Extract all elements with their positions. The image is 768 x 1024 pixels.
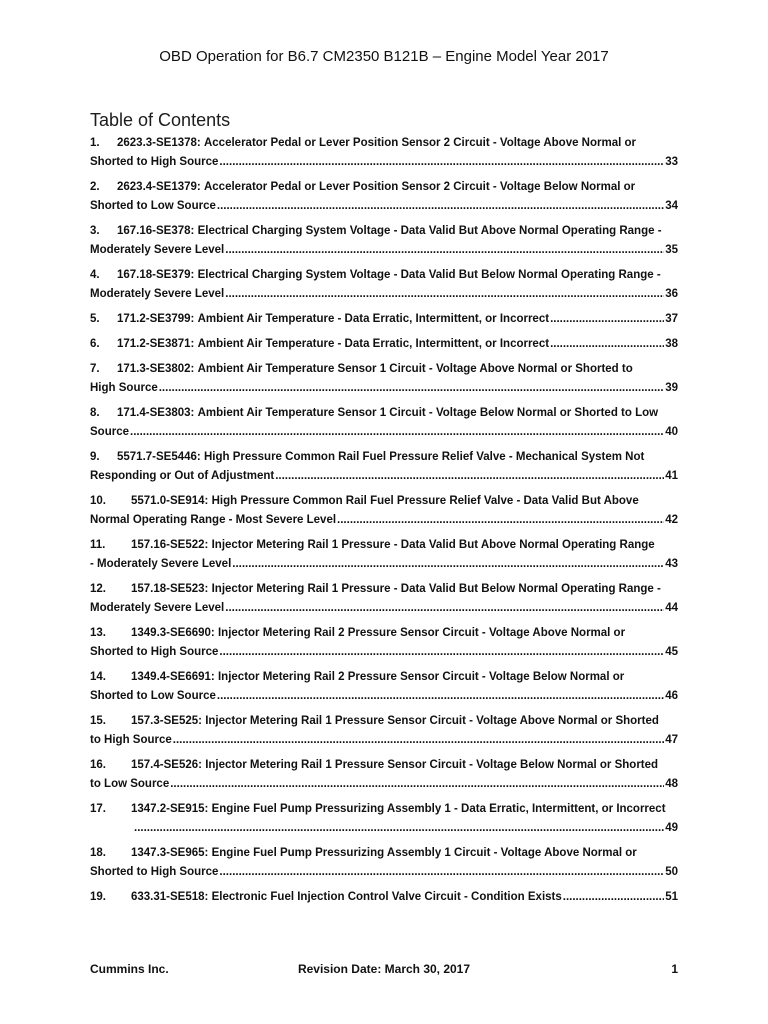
toc-entry-title: Ambient Air Temperature - Data Erratic, Intermittent, or Incorrect: [197, 312, 550, 325]
toc-entry-line: [90, 153, 678, 172]
dot-leader: [134, 819, 664, 838]
toc-entry-code: 157.18-SE523:: [131, 582, 209, 595]
toc-entry-page: 46: [665, 689, 678, 702]
toc-entry-line: [90, 423, 678, 442]
toc-entry-10[interactable]: [90, 492, 678, 530]
toc-entry-line: [90, 756, 678, 775]
toc-entry-code: 171.2-SE3799:: [117, 312, 195, 325]
toc-entry-title-continued: Moderately Severe Level: [90, 287, 225, 300]
dot-leader: [219, 153, 664, 172]
toc-entry-title: Engine Fuel Pump Pressurizing Assembly 1 Circuit - Voltage Above Normal or: [211, 846, 637, 859]
toc-entry-code: 171.2-SE3871:: [117, 337, 195, 350]
toc-entry-number: 16.: [90, 758, 106, 771]
dot-leader: [130, 423, 664, 442]
toc-entry-title-continued: to Low Source: [90, 777, 170, 790]
toc-entry-number: 12.: [90, 582, 106, 595]
toc-entry-9[interactable]: [90, 448, 678, 486]
toc-entry-line: [90, 888, 678, 907]
toc-entry-title: Accelerator Pedal or Lever Position Sensor 2 Circuit - Voltage Below Normal or: [203, 180, 636, 193]
toc-entry-number: 18.: [90, 846, 106, 859]
toc-entry-page: 34: [665, 199, 678, 212]
toc-entry-number: 6.: [90, 337, 100, 350]
toc-heading: Table of Contents: [90, 110, 231, 130]
toc-entry-title: Injector Metering Rail 1 Pressure - Data Valid But Above Normal Operating Range: [211, 538, 655, 551]
dot-leader: [275, 467, 664, 486]
toc-entry-18[interactable]: [90, 844, 678, 882]
toc-entry-number: 4.: [90, 268, 100, 281]
toc-entry-title: High Pressure Common Rail Fuel Pressure Relief Valve - Data Valid But Above: [211, 494, 639, 507]
toc-entry-line: [90, 624, 678, 643]
dot-leader: [173, 731, 664, 750]
dot-leader: [225, 285, 664, 304]
dot-leader: [219, 863, 664, 882]
toc-entry-title-continued: Shorted to High Source: [90, 155, 219, 168]
toc-entry-code: 2623.3-SE1378:: [117, 136, 201, 149]
toc-entry-line: [90, 712, 678, 731]
footer-revision-date: Revision Date: March 30, 2017: [297, 962, 471, 976]
toc-entry-line: [90, 448, 678, 467]
toc-entry-line: [90, 511, 678, 530]
toc-entry-title-continued: Shorted to High Source: [90, 865, 219, 878]
toc-entry-code: 1347.3-SE965:: [131, 846, 209, 859]
toc-entry-code: 5571.7-SE5446:: [117, 450, 201, 463]
toc-entry-title: Ambient Air Temperature Sensor 1 Circuit - Voltage Below Normal or Shorted to Low: [197, 406, 659, 419]
toc-entry-line: [90, 360, 678, 379]
toc-entry-line: [90, 844, 678, 863]
toc-entry-code: 633.31-SE518:: [131, 890, 209, 903]
toc-entry-number: 17.: [90, 802, 106, 815]
toc-entry-title: Injector Metering Rail 1 Pressure - Data Valid But Below Normal Operating Range -: [211, 582, 661, 595]
toc-entry-number: 2.: [90, 180, 100, 193]
toc-entry-code: 1349.4-SE6691:: [131, 670, 215, 683]
toc-entry-title: Electrical Charging System Voltage - Data Valid But Above Normal Operating Range -: [197, 224, 662, 237]
toc-entry-number: 14.: [90, 670, 106, 683]
toc-entry-16[interactable]: [90, 756, 678, 794]
toc-entry-line: [90, 197, 678, 216]
toc-entry-code: 167.18-SE379:: [117, 268, 195, 281]
toc-entry-page: 45: [665, 645, 678, 658]
toc-entry-code: 1349.3-SE6690:: [131, 626, 215, 639]
toc-entry-line: [90, 134, 678, 153]
toc-entry-line: [90, 800, 678, 819]
toc-entry-12[interactable]: [90, 580, 678, 618]
toc-entry-number: 10.: [90, 494, 106, 507]
toc-entry-line: [90, 241, 678, 260]
toc-entry-line: [90, 178, 678, 197]
dot-leader: [219, 643, 664, 662]
toc-entry-line: [90, 492, 678, 511]
toc-entry-title: Accelerator Pedal or Lever Position Sensor 2 Circuit - Voltage Above Normal or: [203, 136, 636, 149]
toc-entry-page: 42: [665, 513, 678, 526]
toc-entry-line: [90, 775, 678, 794]
toc-entry-2[interactable]: [90, 178, 678, 216]
toc-entry-13[interactable]: [90, 624, 678, 662]
toc-entry-line: [90, 668, 678, 687]
toc-entry-title: Injector Metering Rail 1 Pressure Sensor Circuit - Voltage Above Normal or Shorted: [205, 714, 659, 727]
toc-entry-14[interactable]: [90, 668, 678, 706]
toc-entry-page: 33: [665, 155, 678, 168]
toc-entry-page: 36: [665, 287, 678, 300]
toc-entry-line: [90, 731, 678, 750]
toc-entry-line: [90, 266, 678, 285]
toc-entry-number: 19.: [90, 890, 106, 903]
toc-entry-page: 40: [665, 425, 678, 438]
toc-entry-15[interactable]: [90, 712, 678, 750]
toc-entry-page: 41: [665, 469, 678, 482]
toc-entry-6[interactable]: [90, 335, 678, 354]
toc-entry-title: Electrical Charging System Voltage - Data Valid But Below Normal Operating Range -: [197, 268, 661, 281]
toc-entry-page: 47: [665, 733, 678, 746]
toc-entry-line: [90, 643, 678, 662]
dot-leader: [337, 511, 664, 530]
toc-entry-line: [90, 467, 678, 486]
page-footer: [0, 961, 768, 977]
toc-entry-7[interactable]: [90, 360, 678, 398]
toc-entry-page: 51: [665, 890, 678, 903]
toc-entry-line: [90, 404, 678, 423]
toc-entry-line: [90, 335, 678, 354]
toc-entry-11[interactable]: [90, 536, 678, 574]
toc-entry-title-continued: High Source: [90, 381, 158, 394]
toc-entry-code: 167.16-SE378:: [117, 224, 195, 237]
toc-entry-page: 50: [665, 865, 678, 878]
toc-entry-page: 48: [665, 777, 678, 790]
toc-entry-title: Electronic Fuel Injection Control Valve Circuit - Condition Exists: [211, 890, 562, 903]
toc-entry-19[interactable]: [90, 888, 678, 907]
toc-entry-number: 7.: [90, 362, 100, 375]
toc-entry-title-continued: Moderately Severe Level: [90, 601, 225, 614]
toc-entry-line: [90, 379, 678, 398]
toc-entry-3[interactable]: [90, 222, 678, 260]
toc-entry-page: 43: [665, 557, 678, 570]
toc-entry-number: 9.: [90, 450, 100, 463]
toc-entry-title-continued: - Moderately Severe Level: [90, 557, 232, 570]
toc-entry-5[interactable]: [90, 310, 678, 329]
toc-entry-title: Ambient Air Temperature Sensor 1 Circuit - Voltage Above Normal or Shorted to: [197, 362, 633, 375]
toc-entry-code: 171.3-SE3802:: [117, 362, 195, 375]
dot-leader: [170, 775, 664, 794]
toc-entry-title-continued: to High Source: [90, 733, 172, 746]
toc-entry-line: [90, 580, 678, 599]
toc-entry-title-continued: Normal Operating Range - Most Severe Level: [90, 513, 337, 526]
toc-entry-title-continued: Shorted to High Source: [90, 645, 219, 658]
toc-entry-number: 11.: [90, 538, 106, 551]
toc-entry-page: 35: [665, 243, 678, 256]
toc-entry-code: 2623.4-SE1379:: [117, 180, 201, 193]
toc-entry-line: [90, 555, 678, 574]
toc-entry-title: Ambient Air Temperature - Data Erratic, Intermittent, or Incorrect: [197, 337, 550, 350]
toc-entry-page: 38: [665, 337, 678, 350]
dot-leader: [225, 241, 664, 260]
toc-entry-title-continued: Shorted to Low Source: [90, 689, 216, 702]
toc-entry-code: 1347.2-SE915:: [131, 802, 209, 815]
toc-entry-line: [90, 863, 678, 882]
dot-leader: [550, 335, 664, 354]
toc-entry-title-continued: Source: [90, 425, 129, 438]
toc-entry-page: 39: [665, 381, 678, 394]
toc-entry-title: Injector Metering Rail 1 Pressure Sensor Circuit - Voltage Below Normal or Shorted: [205, 758, 659, 771]
table-of-contents: [90, 134, 678, 913]
toc-entry-code: 157.3-SE525:: [131, 714, 202, 727]
toc-entry-4[interactable]: [90, 266, 678, 304]
toc-entry-code: 157.4-SE526:: [131, 758, 202, 771]
footer-company: Cummins Inc.: [90, 962, 169, 976]
toc-entry-number: 5.: [90, 312, 100, 325]
toc-entry-title-continued: Responding or Out of Adjustment: [90, 469, 275, 482]
toc-entry-title: Engine Fuel Pump Pressurizing Assembly 1 - Data Erratic, Intermittent, or Incorrect: [211, 802, 666, 815]
toc-entry-17[interactable]: [90, 800, 678, 838]
dot-leader: [563, 888, 664, 907]
toc-entry-number: 1.: [90, 136, 100, 149]
dot-leader: [225, 599, 664, 618]
document-title: OBD Operation for B6.7 CM2350 B121B – Engine Model Year 2017: [159, 48, 609, 65]
toc-entry-8[interactable]: [90, 404, 678, 442]
toc-entry-code: 157.16-SE522:: [131, 538, 209, 551]
toc-entry-line: [90, 536, 678, 555]
toc-entry-page: 44: [665, 601, 678, 614]
dot-leader: [217, 197, 664, 216]
dot-leader: [217, 687, 664, 706]
dot-leader: [550, 310, 664, 329]
toc-entry-1[interactable]: [90, 134, 678, 172]
toc-entry-number: 3.: [90, 224, 100, 237]
toc-entry-title: High Pressure Common Rail Fuel Pressure Relief Valve - Mechanical System Not: [203, 450, 645, 463]
footer-page-number: 1: [671, 962, 678, 976]
dot-leader: [159, 379, 664, 398]
toc-entry-number: 15.: [90, 714, 106, 727]
toc-entry-number: 13.: [90, 626, 106, 639]
toc-entry-title-continued: Moderately Severe Level: [90, 243, 225, 256]
toc-entry-line: [90, 599, 678, 618]
toc-entry-page: 37: [665, 312, 678, 325]
toc-entry-code: 5571.0-SE914:: [131, 494, 209, 507]
toc-entry-line: [90, 819, 678, 838]
toc-entry-title: Injector Metering Rail 2 Pressure Sensor Circuit - Voltage Below Normal or: [217, 670, 625, 683]
dot-leader: [232, 555, 664, 574]
toc-entry-page: 49: [665, 821, 678, 834]
toc-entry-line: [90, 310, 678, 329]
toc-entry-title-continued: Shorted to Low Source: [90, 199, 216, 212]
toc-entry-code: 171.4-SE3803:: [117, 406, 195, 419]
toc-entry-title: Injector Metering Rail 2 Pressure Sensor Circuit - Voltage Above Normal or: [217, 626, 626, 639]
toc-entry-number: 8.: [90, 406, 100, 419]
toc-entry-line: [90, 687, 678, 706]
toc-entry-line: [90, 222, 678, 241]
toc-entry-line: [90, 285, 678, 304]
